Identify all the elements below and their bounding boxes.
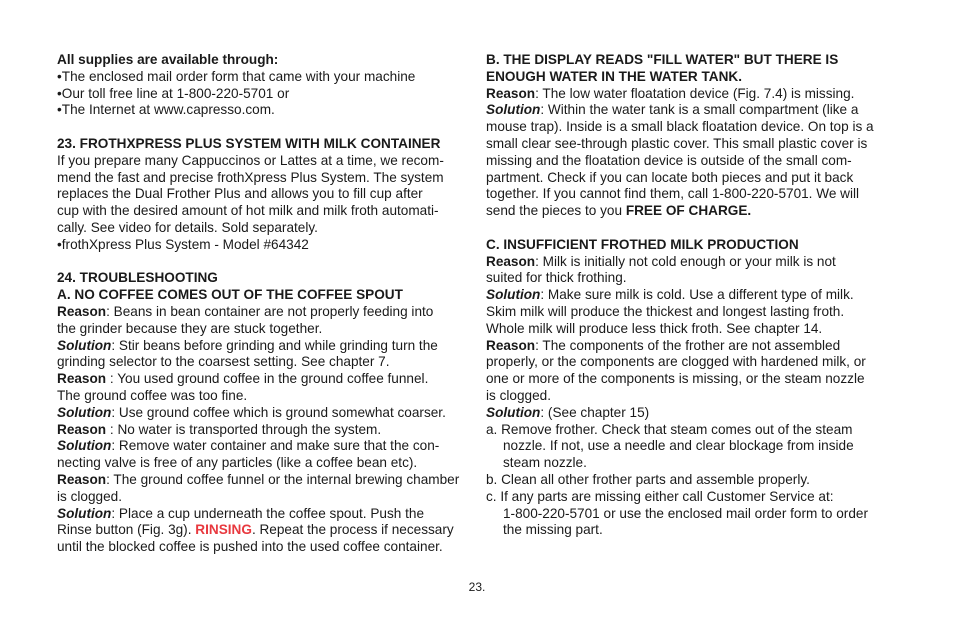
step-item: steam nozzle. bbox=[503, 455, 587, 471]
step-item: the missing part. bbox=[503, 522, 603, 538]
section-23-text: If you prepare many Cappuccinos or Lattes at a time, we recom- bbox=[57, 152, 444, 168]
solution-text: Solution: (See chapter 15) bbox=[486, 404, 650, 420]
step-item: b. Clean all other frother parts and assemble properly. bbox=[486, 471, 810, 487]
section-23-item: • frothXpress Plus System - Model #64342 bbox=[57, 237, 467, 254]
subsection-c-heading: C. INSUFFICIENT FROTHED MILK PRODUCTION bbox=[486, 236, 799, 252]
reason-text: Reason: The low water floatation device (Fig. 7.4) is missing. bbox=[486, 85, 855, 101]
reason-text: is clogged. bbox=[486, 387, 551, 403]
solution-text: send the pieces to you FREE OF CHARGE. bbox=[486, 203, 752, 219]
solution-text: Skim milk will produce the thickest and longest lasting froth. bbox=[486, 303, 845, 319]
reason-text: one or more of the components is missing, or the steam nozzle bbox=[486, 371, 865, 387]
solution-text: grinding selector to the coarsest setting. See chapter 7. bbox=[57, 354, 390, 370]
section-24-heading: 24. TROUBLESHOOTING bbox=[57, 270, 218, 286]
left-column bbox=[57, 52, 467, 556]
solution-text: Solution: Stir beans before grinding and while grinding turn the bbox=[57, 337, 438, 353]
step-item: a. Remove frother. Check that steam comes out of the steam bbox=[486, 421, 853, 437]
section-23-text: replaces the Dual Frother Plus and allows you to fill cup after bbox=[57, 186, 423, 202]
page-number: 23. bbox=[468, 580, 486, 594]
solution-text: Solution: Remove water container and make sure that the con- bbox=[57, 438, 440, 454]
section-23-text: cally. See video for details. Sold separately. bbox=[57, 219, 318, 235]
solution-text: mouse trap). Inside is a small black floatation device. On top is a bbox=[486, 119, 874, 135]
supplies-item: • Our toll free line at 1-800-220-5701 or bbox=[57, 86, 467, 103]
reason-text: the grinder because they are stuck together. bbox=[57, 320, 323, 336]
solution-text: Solution: Place a cup underneath the coffee spout. Push the bbox=[57, 505, 425, 521]
subsection-b-heading: ENOUGH WATER IN THE WATER TANK. bbox=[486, 68, 743, 84]
solution-text: missing and the floatation device is outside of the small com- bbox=[486, 152, 852, 168]
section-23-text: mend the fast and precise frothXpress Plus System. The system bbox=[57, 169, 444, 185]
section-23-text: cup with the desired amount of hot milk and milk froth automati- bbox=[57, 203, 439, 219]
reason-text: suited for thick frothing. bbox=[486, 270, 627, 286]
right-column bbox=[486, 52, 898, 539]
supplies-item: • The Internet at www.capresso.com. bbox=[57, 102, 467, 119]
step-item: nozzle. If not, use a needle and clear blockage from inside bbox=[503, 438, 854, 454]
subsection-a-heading: A. NO COFFEE COMES OUT OF THE COFFEE SPOUT bbox=[57, 287, 403, 303]
step-item: 1-800-220-5701 or use the enclosed mail order form to order bbox=[503, 505, 868, 521]
solution-text: small clear see-through plastic cover. This small plastic cover is bbox=[486, 135, 868, 151]
reason-text: properly, or the components are clogged with hardened milk, or bbox=[486, 354, 866, 370]
subsection-b-heading: B. THE DISPLAY READS "FILL WATER" BUT THERE IS bbox=[486, 52, 839, 67]
solution-text: Whole milk will produce less thick froth. See chapter 14. bbox=[486, 320, 823, 336]
reason-text: Reason: Milk is initially not cold enough or your milk is not bbox=[486, 253, 836, 269]
reason-text: Reason : No water is transported through the system. bbox=[57, 421, 382, 437]
reason-text: The ground coffee was too fine. bbox=[57, 387, 248, 403]
reason-text: Reason: The ground coffee funnel or the internal brewing chamber bbox=[57, 471, 460, 487]
solution-text: together. If you cannot find them, call 1-800-220-5701. We will bbox=[486, 186, 860, 202]
solution-text: necting valve is free of any particles (like a coffee bean etc). bbox=[57, 455, 418, 471]
rinsing-label: RINSING bbox=[195, 522, 252, 538]
reason-text: Reason: Beans in bean container are not properly feeding into bbox=[57, 303, 434, 319]
section-23-heading: 23. FROTHXPRESS PLUS SYSTEM WITH MILK CONTAINER bbox=[57, 135, 441, 151]
solution-text: Solution: Make sure milk is cold. Use a different type of milk. bbox=[486, 287, 854, 303]
supplies-heading: All supplies are available through: bbox=[57, 52, 279, 67]
solution-text: Solution: Use ground coffee which is ground somewhat coarser. bbox=[57, 404, 446, 420]
solution-text: Solution: Within the water tank is a small compartment (like a bbox=[486, 102, 859, 118]
solution-text: Rinse button (Fig. 3g). RINSING. Repeat the process if necessary bbox=[57, 522, 454, 538]
step-item: c. If any parts are missing either call Customer Service at: bbox=[486, 488, 834, 504]
supplies-item: • The enclosed mail order form that came with your machine bbox=[57, 69, 467, 86]
reason-text: Reason : You used ground coffee in the ground coffee funnel. bbox=[57, 371, 429, 387]
reason-text: is clogged. bbox=[57, 488, 122, 504]
reason-text: Reason: The components of the frother are not assembled bbox=[486, 337, 841, 353]
solution-text: partment. Check if you can locate both pieces and put it back bbox=[486, 169, 854, 185]
solution-text: until the blocked coffee is pushed into the used coffee container. bbox=[57, 539, 443, 555]
